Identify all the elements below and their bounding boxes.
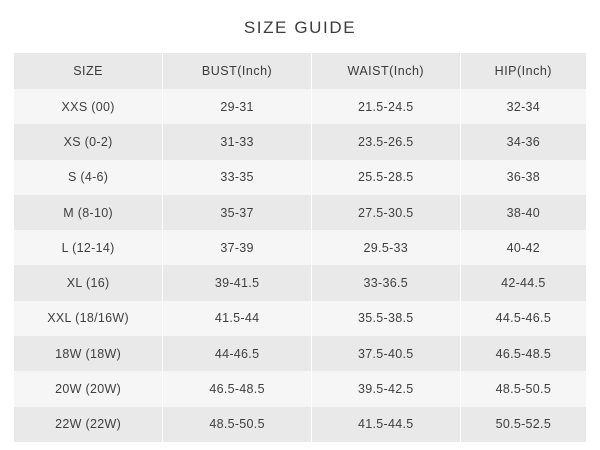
cell-hip: 34-36 xyxy=(460,124,586,159)
table-header xyxy=(14,53,586,89)
cell-bust: 37-39 xyxy=(163,230,312,265)
table-row xyxy=(14,124,586,159)
cell-size: L (12-14) xyxy=(14,230,163,265)
cell-size: M (8-10) xyxy=(14,195,163,230)
table-row xyxy=(14,195,586,230)
cell-waist: 21.5-24.5 xyxy=(311,89,460,124)
cell-bust: 29-31 xyxy=(163,89,312,124)
table-row xyxy=(14,407,586,442)
cell-hip: 38-40 xyxy=(460,195,586,230)
cell-bust: 31-33 xyxy=(163,124,312,159)
cell-hip: 44.5-46.5 xyxy=(460,301,586,336)
cell-size: S (4-6) xyxy=(14,160,163,195)
cell-bust: 35-37 xyxy=(163,195,312,230)
table-row xyxy=(14,89,586,124)
cell-waist: 23.5-26.5 xyxy=(311,124,460,159)
cell-size: XL (16) xyxy=(14,265,163,300)
table-row xyxy=(14,160,586,195)
column-header-waist: WAIST(Inch) xyxy=(311,53,460,89)
cell-bust: 41.5-44 xyxy=(163,301,312,336)
column-header-hip: HIP(Inch) xyxy=(460,53,586,89)
cell-waist: 27.5-30.5 xyxy=(311,195,460,230)
cell-waist: 39.5-42.5 xyxy=(311,371,460,406)
cell-hip: 50.5-52.5 xyxy=(460,407,586,442)
table-body xyxy=(14,89,586,442)
cell-waist: 41.5-44.5 xyxy=(311,407,460,442)
cell-size: XS (0-2) xyxy=(14,124,163,159)
cell-waist: 35.5-38.5 xyxy=(311,301,460,336)
column-header-size: SIZE xyxy=(14,53,163,89)
size-guide-table xyxy=(14,53,586,442)
column-header-bust: BUST(Inch) xyxy=(163,53,312,89)
page-title: SIZE GUIDE xyxy=(243,18,357,37)
cell-hip: 46.5-48.5 xyxy=(460,336,586,371)
table-row xyxy=(14,371,586,406)
cell-bust: 48.5-50.5 xyxy=(163,407,312,442)
cell-size: 20W (20W) xyxy=(14,371,163,406)
cell-bust: 44-46.5 xyxy=(163,336,312,371)
cell-waist: 29.5-33 xyxy=(311,230,460,265)
table-row xyxy=(14,336,586,371)
table-row xyxy=(14,265,586,300)
cell-size: 18W (18W) xyxy=(14,336,163,371)
table-header-row xyxy=(14,53,586,89)
cell-bust: 39-41.5 xyxy=(163,265,312,300)
cell-waist: 25.5-28.5 xyxy=(311,160,460,195)
cell-size: 22W (22W) xyxy=(14,407,163,442)
cell-size: XXS (00) xyxy=(14,89,163,124)
cell-bust: 46.5-48.5 xyxy=(163,371,312,406)
cell-size: XXL (18/16W) xyxy=(14,301,163,336)
cell-hip: 32-34 xyxy=(460,89,586,124)
cell-hip: 48.5-50.5 xyxy=(460,371,586,406)
cell-bust: 33-35 xyxy=(163,160,312,195)
cell-hip: 40-42 xyxy=(460,230,586,265)
table-row xyxy=(14,301,586,336)
table-row xyxy=(14,230,586,265)
cell-hip: 36-38 xyxy=(460,160,586,195)
cell-waist: 37.5-40.5 xyxy=(311,336,460,371)
cell-waist: 33-36.5 xyxy=(311,265,460,300)
cell-hip: 42-44.5 xyxy=(460,265,586,300)
